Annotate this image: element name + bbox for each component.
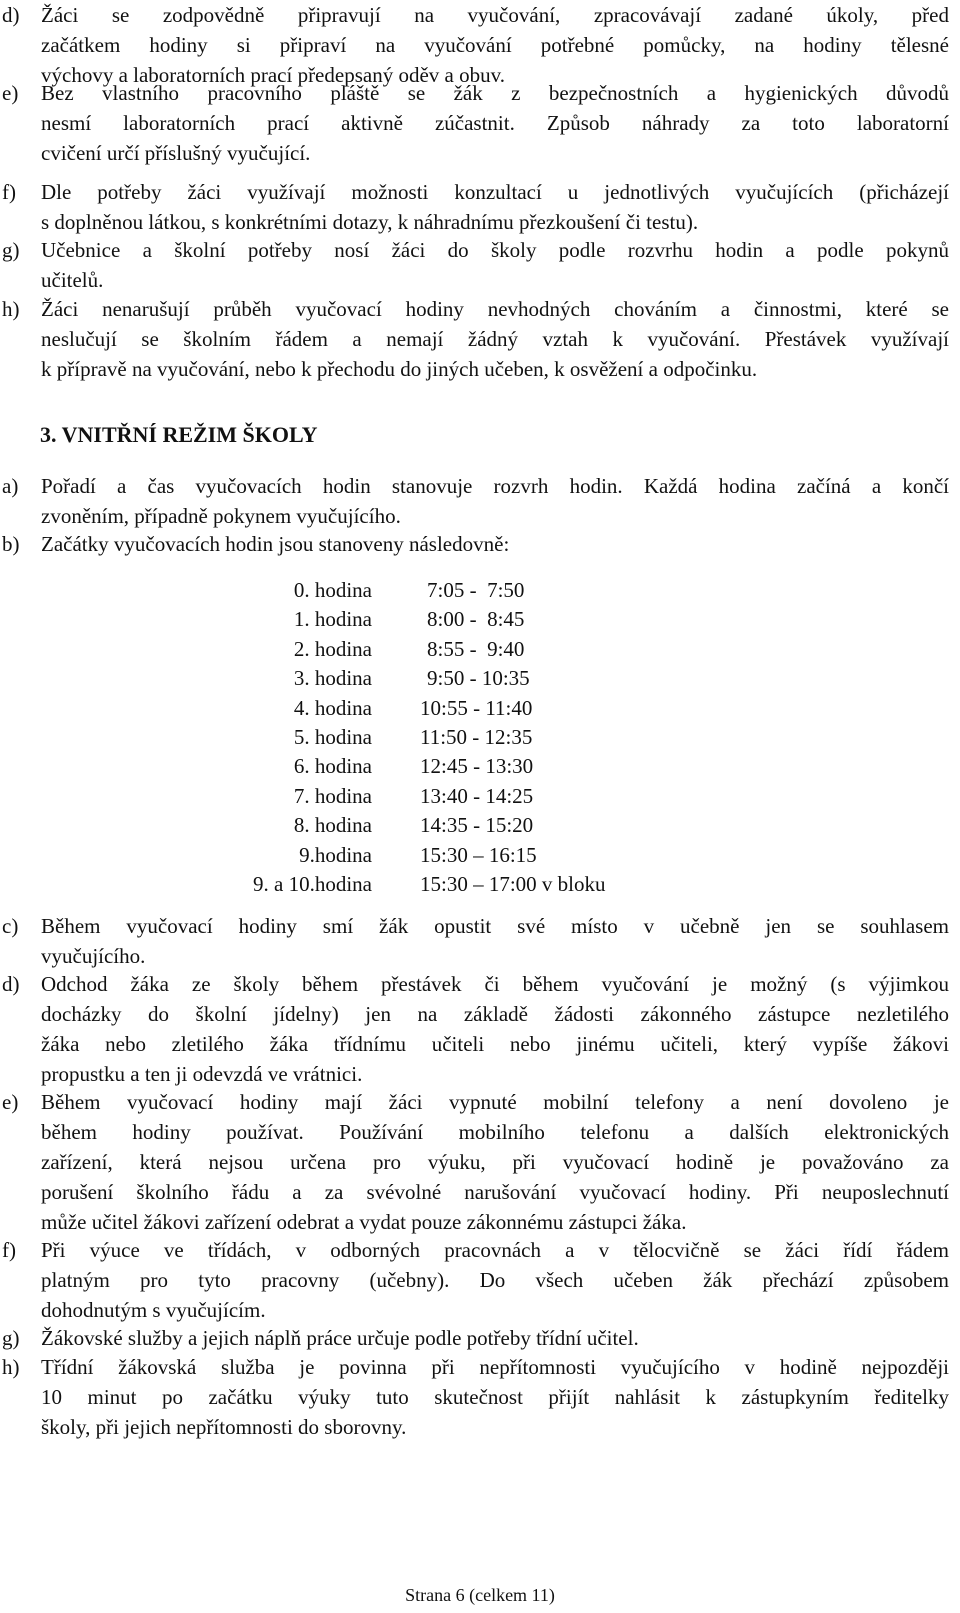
list-item-text [41,235,949,295]
lesson-time: 15:30 – 16:15 [420,842,537,867]
section-heading: 3. VNITŘNÍ REŽIM ŠKOLY [40,422,318,447]
schedule-row [0,722,960,752]
text-line: Třídní žákovská služba je povinna při nepřítomnosti vyučujícího v hodině nejpozději [41,1355,949,1379]
list-item-letter: a) [2,474,19,498]
list-item-text [41,78,949,168]
schedule-row [0,663,960,693]
list-item-text [41,1352,949,1442]
text-line: Během vyučovací hodiny mají žáci vypnuté mobilní telefony a není dovoleno je [41,1090,949,1114]
text-line: cvičení určí příslušný vyučující. [41,141,311,165]
text-line: porušení školního řádu a za svévolné narušování vyučovací hodiny. Při neuposlechnutí [41,1180,949,1204]
text-line: školy, při jejich nepřítomnosti do sborovny. [41,1415,407,1439]
list-item-letter: g) [2,238,20,262]
text-line: 10 minut po začátku výuky tuto skutečnost přijít nahlásit k zástupkyním ředitelky [41,1385,949,1409]
lesson-label: 3. hodina [293,666,372,691]
text-line: během hodiny používat. Používání mobilního telefonu a dalších elektronických [41,1120,949,1144]
lesson-label: 8. hodina [293,813,372,838]
text-line: učitelů. [41,268,104,292]
list-item-letter: d) [2,3,20,27]
list-item-letter: e) [2,1090,19,1114]
list-item-letter: d) [2,972,20,996]
text-line: Žáci nenarušují průběh vyučovací hodiny nevhodných chováním a činnostmi, které se [41,297,949,321]
lesson-label: 7. hodina [293,783,372,808]
schedule-row [0,810,960,840]
schedule-row [0,751,960,781]
lesson-label: 9.hodina [299,842,372,867]
text-line: Bez vlastního pracovního pláště se žák z bezpečnostních a hygienických důvodů [41,81,949,105]
text-line: Dle potřeby žáci využívají možnosti konzultací u jednotlivých vyučujících (přicházejí [41,180,949,204]
list-item-letter: e) [2,81,19,105]
list-item-text [41,471,949,531]
text-line: k přípravě na vyučování, nebo k přechodu do jiných učeben, k osvěžení a odpočinku. [41,357,758,381]
page-footer: Strana 6 (celkem 11) [405,1585,555,1605]
lesson-time: 13:40 - 14:25 [420,783,534,808]
schedule-row [0,869,960,899]
lesson-label: 1. hodina [293,607,372,632]
list-item-text [41,0,949,90]
text-line: vyučujícího. [41,944,146,968]
text-line: Během vyučovací hodiny smí žák opustit své místo v učebně jen se souhlasem [41,914,949,938]
text-line: zařízení, která nejsou určena pro výuku, při vyučovací hodině je považováno za [41,1150,949,1174]
text-line: Žáci se zodpovědně připravují na vyučování, zpracovávají zadané úkoly, před [41,3,949,27]
schedule-row [0,575,960,605]
text-line: výchovy a laboratorních prací předepsaný oděv a obuv. [41,63,505,87]
lesson-label: 2. hodina [293,636,372,661]
text-line: Učebnice a školní potřeby nosí žáci do školy podle rozvrhu hodin a podle pokynů [41,238,949,262]
text-line: může učitel žákovi zařízení odebrat a vydat pouze zákonnému zástupci žáka. [41,1210,687,1234]
list-item-letter: h) [2,297,20,321]
text-line: Pořadí a čas vyučovacích hodin stanovuje rozvrh hodin. Každá hodina začíná a končí [41,474,949,498]
list-item-letter: f) [2,180,16,204]
lesson-time: 12:45 - 13:30 [420,754,534,779]
lesson-time: 10:55 - 11:40 [420,695,533,720]
list-item-letter: h) [2,1355,20,1379]
list-item-text [41,294,949,384]
text-line: Začátky vyučovacích hodin jsou stanoveny následovně: [41,532,510,556]
schedule-row [0,604,960,634]
lesson-time: 9:50 - 10:35 [427,666,530,691]
schedule-row [0,693,960,723]
text-line: začátkem hodiny si připraví na vyučování potřebné pomůcky, na hodiny tělesné [41,33,949,57]
list-item-text [41,911,949,971]
lesson-label: 0. hodina [293,578,372,602]
lesson-time: 11:50 - 12:35 [420,725,533,749]
lesson-label: 9. a 10.hodina [253,872,372,896]
lesson-label: 6. hodina [293,754,372,779]
lesson-time: 15:30 – 17:00 v bloku [420,872,606,896]
text-line: nesmí laboratorních prací aktivně zúčastnit. Způsob náhrady za toto laboratorní [41,111,949,135]
lesson-label: 5. hodina [293,725,372,749]
list-item-text [41,177,949,237]
list-item-text [41,1235,949,1325]
lesson-label: 4. hodina [293,695,372,720]
text-line: žáka nebo zletilého žáka třídnímu učiteli nebo jinému učiteli, který vypíše žákovi [41,1032,949,1056]
text-line: neslučují se školním řádem a nemají žádný vztah k vyučování. Přestávek využívají [41,327,949,351]
list-item-text [41,1087,949,1237]
list-item-text [41,969,949,1089]
lesson-time: 7:05 - 7:50 [427,578,525,602]
list-item-text [41,529,949,559]
list-item-letter: c) [2,914,19,938]
list-item-letter: g) [2,1326,20,1350]
list-item-letter: f) [2,1238,16,1262]
text-line: docházky do školní jídelny) jen na základě žádosti zákonného zástupce nezletilého [41,1002,949,1026]
schedule-row [0,840,960,870]
list-item-text [41,1323,949,1353]
schedule-row [0,634,960,664]
lesson-time: 14:35 - 15:20 [420,813,534,838]
text-line: zvoněním, případně pokynem vyučujícího. [41,504,401,528]
text-line: s doplněnou látkou, s konkrétními dotazy, k náhradnímu přezkoušení či testu). [41,210,699,234]
lesson-time: 8:55 - 9:40 [427,636,525,661]
text-line: Při výuce ve třídách, v odborných pracovnách a v tělocvičně se žáci řídí řádem [41,1238,949,1262]
text-line: dohodnutým s vyučujícím. [41,1298,266,1322]
text-line: Odchod žáka ze školy během přestávek či během vyučování je možný (s výjimkou [41,972,949,996]
text-line: propustku a ten ji odevzdá ve vrátnici. [41,1062,363,1086]
schedule-row [0,781,960,811]
text-line: Žákovské služby a jejich náplň práce určuje podle potřeby třídní učitel. [41,1326,639,1350]
text-line: platným pro tyto pracovny (učebny). Do všech učeben žák přechází způsobem [41,1268,949,1292]
list-item-letter: b) [2,532,20,556]
lesson-time: 8:00 - 8:45 [427,607,525,632]
